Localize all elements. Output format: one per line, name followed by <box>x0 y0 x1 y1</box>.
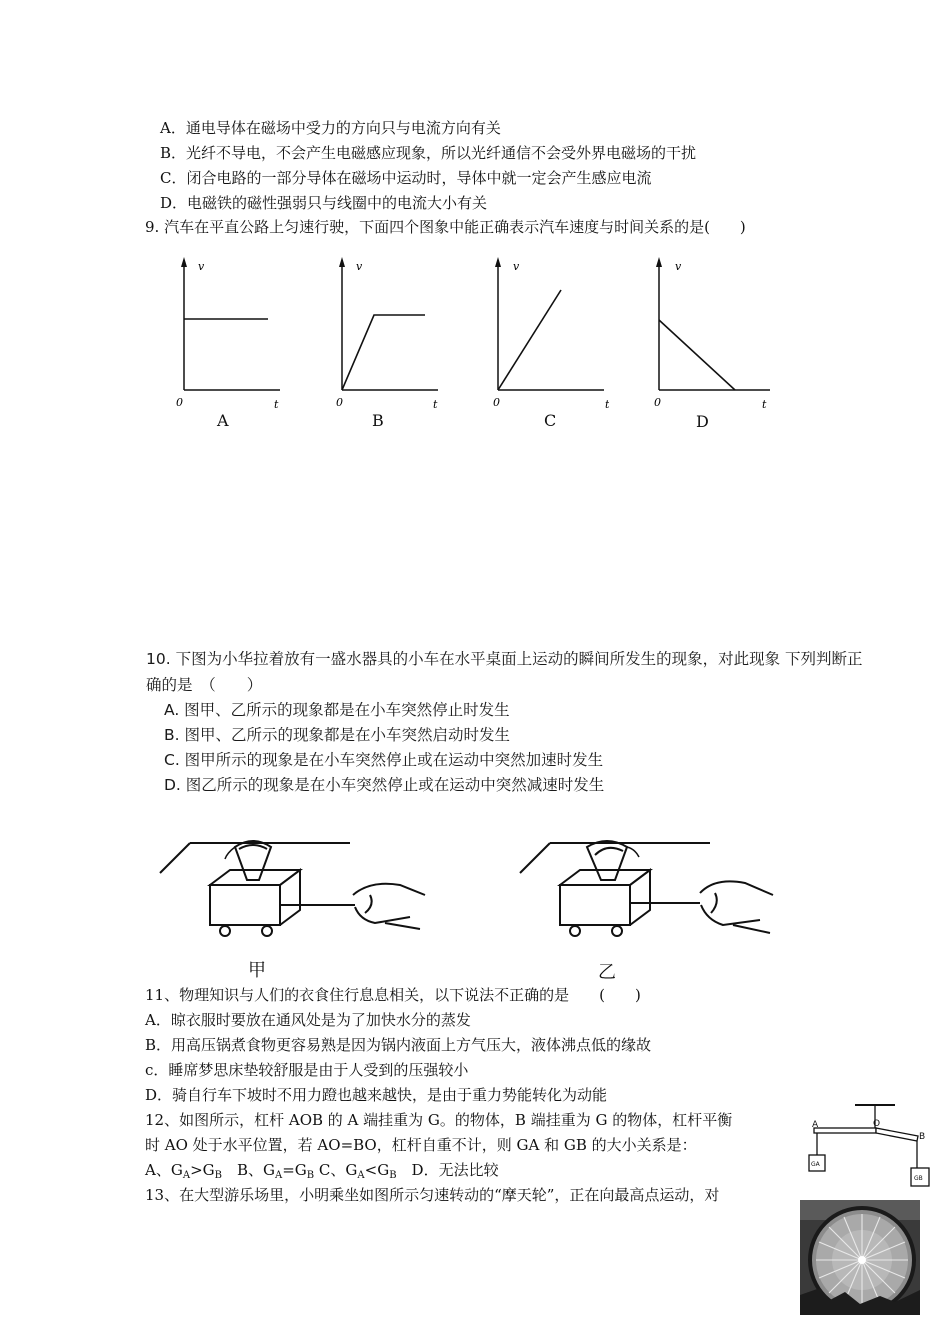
lever-point-b: B <box>919 1132 926 1142</box>
q12-opt-c: C、G <box>314 1161 358 1179</box>
cart-figure-yi <box>515 825 795 954</box>
q12-opt-d: D．无法比较 <box>396 1161 499 1179</box>
lever-weight-b: GB <box>914 1175 923 1182</box>
graph-c-v-label: v <box>513 260 520 273</box>
graph-b <box>328 255 443 419</box>
q8-option-d: D．电磁铁的磁性强弱只与线圈中的电流大小有关 <box>160 194 488 212</box>
graph-d-v-label: v <box>675 260 682 273</box>
q8-option-a: A．通电导体在磁场中受力的方向只与电流方向有关 <box>160 119 501 137</box>
cart-figure-jia <box>155 825 435 954</box>
graph-d-t-label: t <box>762 398 767 411</box>
lever-point-a: A <box>812 1120 819 1130</box>
ferris-wheel-photo <box>800 1200 920 1319</box>
lever-figure <box>800 1095 945 1199</box>
graph-b-t-label: t <box>433 398 438 411</box>
graph-a-y-arrow <box>181 257 187 267</box>
q10-option-c: C. 图甲所示的现象是在小车突然停止或在运动中突然加速时发生 <box>164 751 604 769</box>
q10-option-a: A. 图甲、乙所示的现象都是在小车突然停止时发生 <box>164 701 510 719</box>
graph-b-v-label: v <box>356 260 363 273</box>
q12-stem-line1: 12、如图所示，杠杆 AOB 的 A 端挂重为 G。的物体，B 端挂重为 G 的物体，杠杆平衡 <box>145 1111 733 1129</box>
graph-d-origin: 0 <box>654 396 661 409</box>
q11-stem: 11、物理知识与人们的衣食住行息息相关，以下说法不正确的是 ( ) <box>145 986 641 1004</box>
q11-option-b: B．用高压锅煮食物更容易熟是因为锅内液面上方气压大，液体沸点低的缘故 <box>145 1036 652 1054</box>
graph-a-t-label: t <box>274 398 279 411</box>
q10-stem-line2: 确的是 （ ） <box>146 676 263 694</box>
graph-d-label: D <box>696 412 709 431</box>
graph-a-label: A <box>217 411 229 430</box>
graph-b-line <box>342 315 425 390</box>
graph-c-line <box>498 290 561 390</box>
graph-c-t-label: t <box>605 398 609 411</box>
graph-c <box>484 255 609 419</box>
q8-option-b: B．光纤不导电，不会产生电磁感应现象，所以光纤通信不会受外界电磁场的干扰 <box>160 144 697 162</box>
lever-weight-a: GA <box>811 1161 820 1168</box>
graph-a <box>170 255 285 419</box>
q12-options: A、$G_A>G_B$ B、$G_A=G_B$ C、$G_A<G_B$ D．无法比较 <box>145 1161 499 1181</box>
figure-label-jia: 甲 <box>248 960 266 981</box>
q10-option-d: D. 图乙所示的现象是在小车突然停止或在运动中突然减速时发生 <box>164 776 605 794</box>
graph-a-v-label: v <box>198 260 205 273</box>
q8-option-c: C．闭合电路的一部分导体在磁场中运动时，导体中就一定会产生感应电流 <box>160 169 652 187</box>
q13-stem: 13、在大型游乐场里，小明乘坐如图所示匀速转动的“摩天轮”，正在向最高点运动，对 <box>145 1186 720 1204</box>
q10-option-b: B. 图甲、乙所示的现象都是在小车突然启动时发生 <box>164 726 510 744</box>
q10-stem-line1: 10. 下图为小华拉着放有一盛水器具的小车在水平桌面上运动的瞬间所发生的现象，对此现象 下列判断正 <box>146 650 863 668</box>
q11-option-c: c．睡席梦思床垫较舒服是由于人受到的压强较小 <box>145 1061 469 1079</box>
graph-d-line <box>659 320 735 390</box>
graph-b-label: B <box>372 411 384 430</box>
q9-stem: 9. 汽车在平直公路上匀速行驶，下面四个图象中能正确表示汽车速度与时间关系的是( ) <box>145 218 746 236</box>
q12-opt-b: B、G <box>221 1161 275 1179</box>
graph-d <box>645 255 775 419</box>
q11-option-d: D．骑自行车下坡时不用力蹬也越来越快，是由于重力势能转化为动能 <box>145 1086 608 1104</box>
q12-stem-line2: 时 AO 处于水平位置，若 AO=BO，杠杆自重不计，则 GA 和 GB 的大小关系是： <box>145 1136 697 1154</box>
q12-opt-a: A、G <box>145 1161 183 1179</box>
graph-c-label: C <box>544 411 557 430</box>
graph-c-origin: 0 <box>493 396 500 409</box>
graph-b-origin: 0 <box>336 396 343 409</box>
graph-a-origin: 0 <box>176 396 183 409</box>
q11-option-a: A．晾衣服时要放在通风处是为了加快水分的蒸发 <box>145 1011 471 1029</box>
lever-point-o: O <box>873 1119 881 1129</box>
figure-label-yi: 乙 <box>598 962 616 983</box>
